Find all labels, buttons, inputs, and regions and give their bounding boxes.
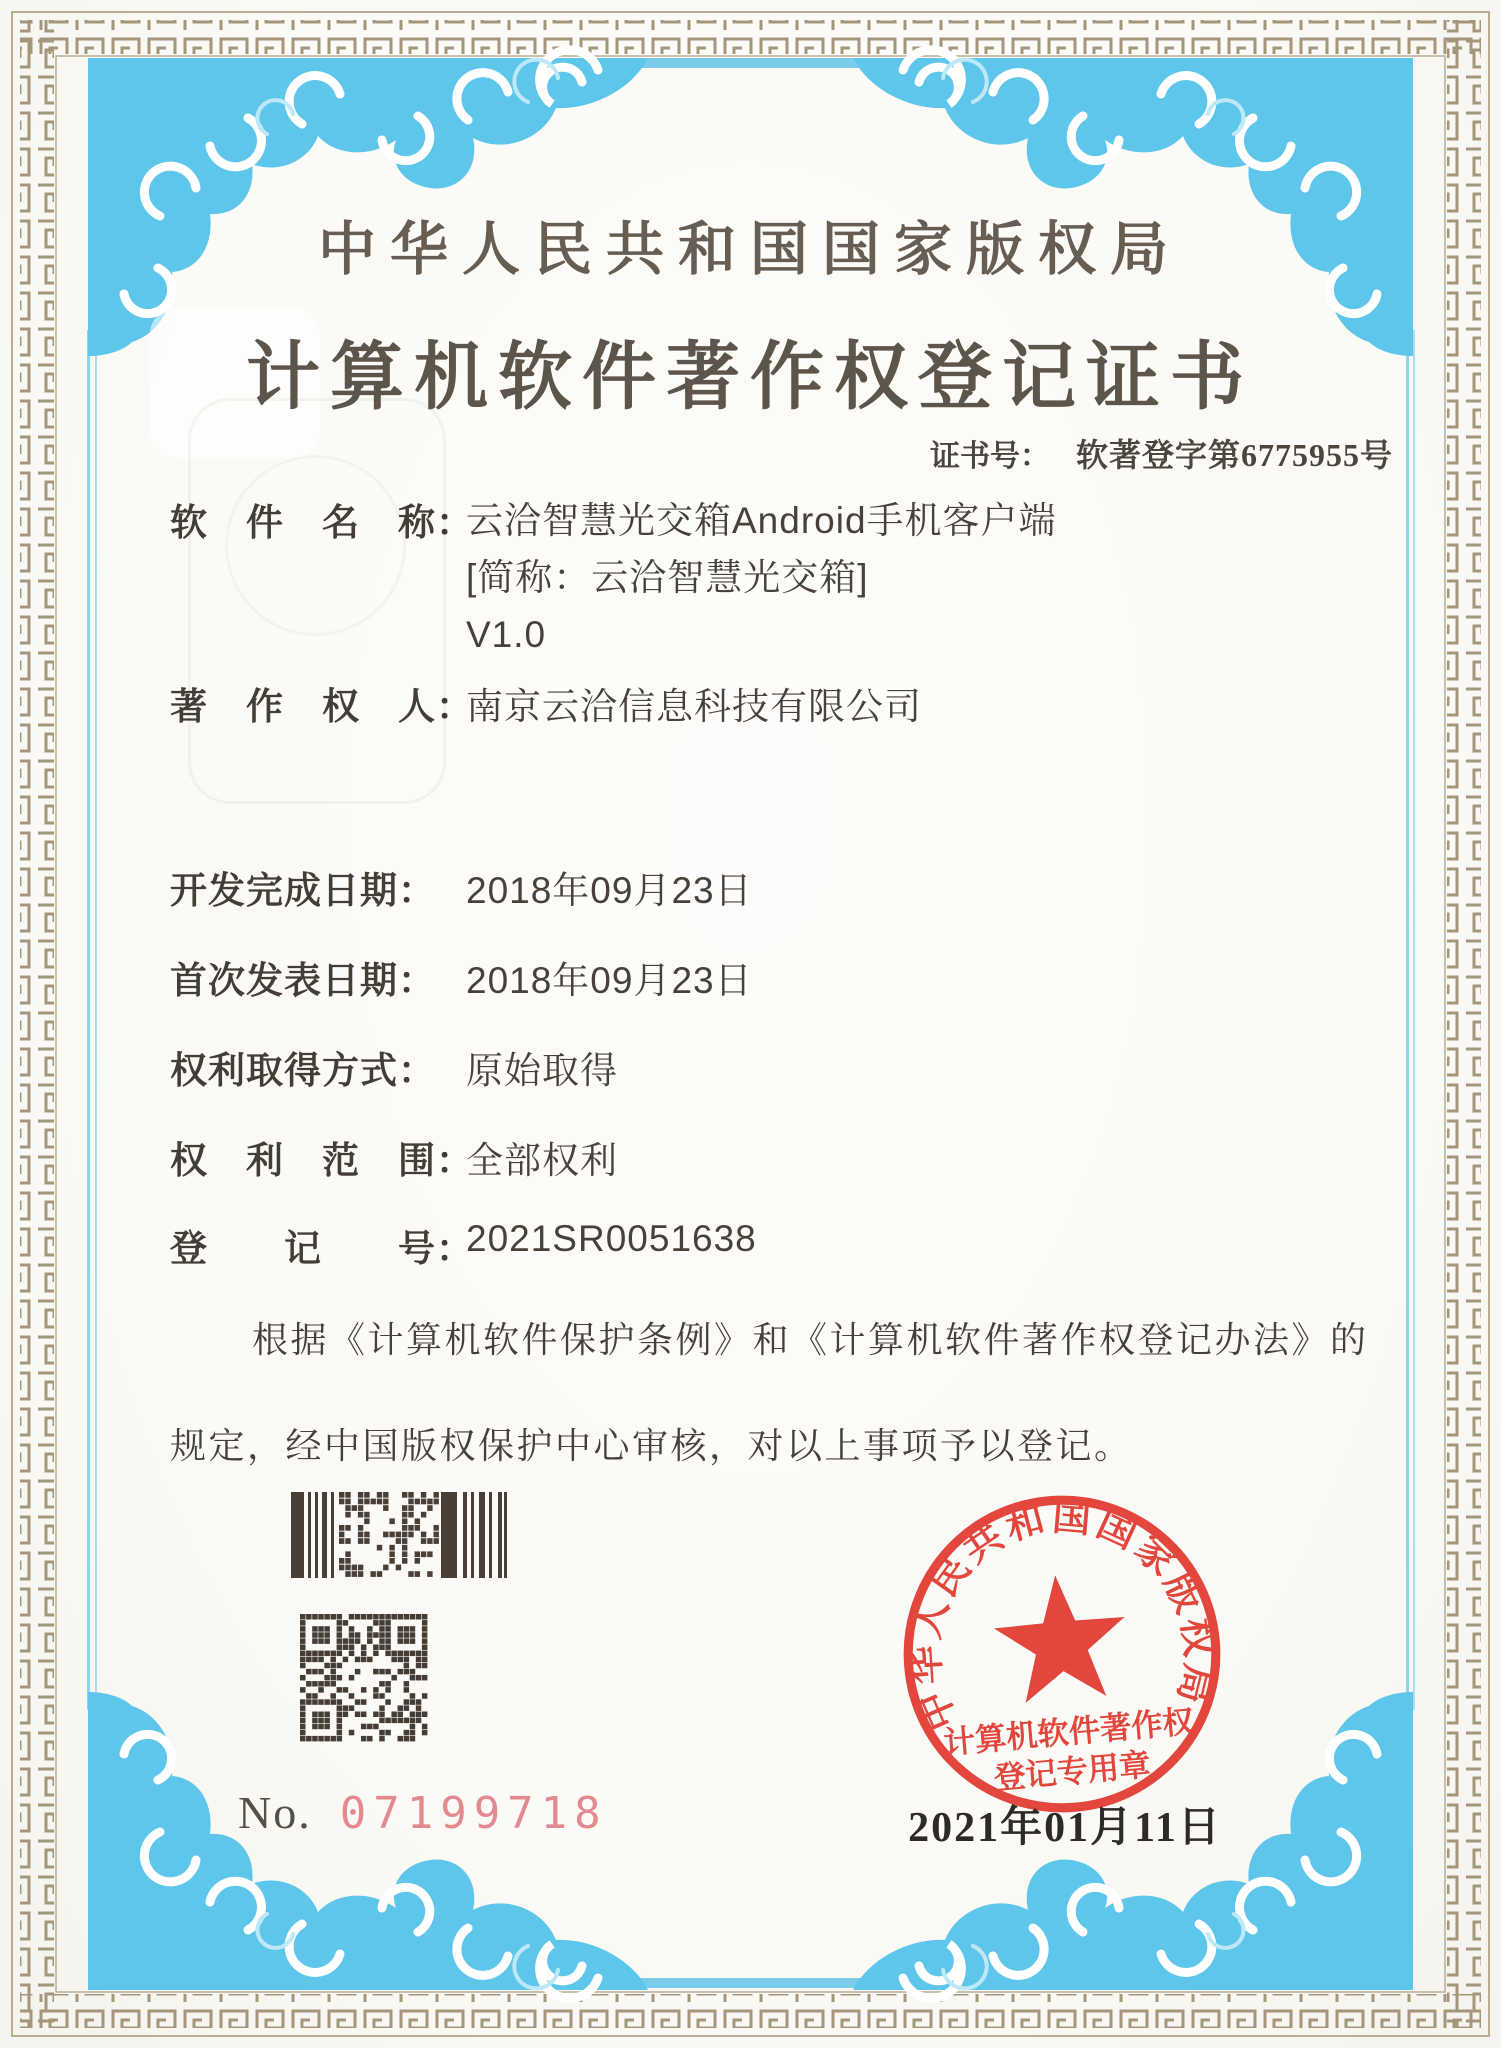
field-row-dev-complete-date (170, 860, 753, 914)
software-name-line1: 云洽智慧光交箱Android手机客户端 (466, 500, 1057, 541)
field-label: 开发完成日期： (170, 870, 436, 911)
statement-line-2: 规定，经中国版权保护中心审核，对以上事项予以登记。 (170, 1426, 1133, 1466)
authority-title: 中华人民共和国国家版权局 (317, 217, 1182, 282)
field-row-rights-scope (170, 1130, 618, 1184)
field-value (466, 492, 1057, 663)
certificate-number-line (930, 430, 1393, 476)
seal-text-line2: 登记专用章 (992, 1747, 1152, 1796)
field-value: 南京云洽信息科技有限公司 (466, 686, 922, 727)
certificate-number-value: 软著登字第6775955号 (1076, 437, 1394, 473)
certificate-title: 计算机软件著作权登记证书 (246, 337, 1254, 419)
barcode (291, 1492, 507, 1583)
serial-number-line (238, 1786, 608, 1839)
field-label: 权 利 范 围： (170, 1140, 474, 1181)
field-value: 全部权利 (466, 1140, 618, 1181)
seal-ring-text: 中华人民共和国国家版权局 (903, 1495, 1221, 1737)
software-name-line2: [简称：云洽智慧光交箱] (466, 557, 869, 598)
certificate-number-label: 证书号： (930, 440, 1050, 473)
field-label: 首次发表日期： (170, 960, 436, 1001)
field-row-rights-acquisition (170, 1040, 618, 1094)
field-row-first-publish-date (170, 950, 753, 1004)
red-star-icon (990, 1570, 1131, 1705)
qr-code-svg (300, 1614, 428, 1742)
field-value: 2018年09月23日 (466, 960, 753, 1001)
field-label: 权利取得方式： (170, 1050, 436, 1091)
field-value: 2021SR0051638 (466, 1218, 757, 1259)
serial-number: 07199718 (339, 1788, 608, 1839)
qr-code (300, 1614, 428, 1747)
field-label: 著 作 权 人： (170, 686, 474, 727)
software-name-line3: V1.0 (466, 614, 547, 655)
field-row-copyright-owner (170, 676, 922, 730)
official-seal (876, 1468, 1249, 1841)
field-label: 软 件 名 称： (170, 502, 474, 543)
barcode-svg (291, 1492, 507, 1578)
field-value: 2018年09月23日 (466, 870, 753, 911)
issue-date: 2021年01月11日 (908, 1805, 1222, 1851)
field-value: 原始取得 (466, 1050, 618, 1091)
seal-text-line1: 计算机软件著作权 (942, 1703, 1196, 1761)
field-row-registration-number (170, 1218, 757, 1272)
serial-prefix: No. (238, 1787, 312, 1838)
statement-line-1: 根据《计算机软件保护条例》和《计算机软件著作权登记办法》的 (252, 1320, 1369, 1360)
field-row-software-name (170, 492, 1057, 663)
field-label: 登 记 号： (170, 1228, 474, 1269)
